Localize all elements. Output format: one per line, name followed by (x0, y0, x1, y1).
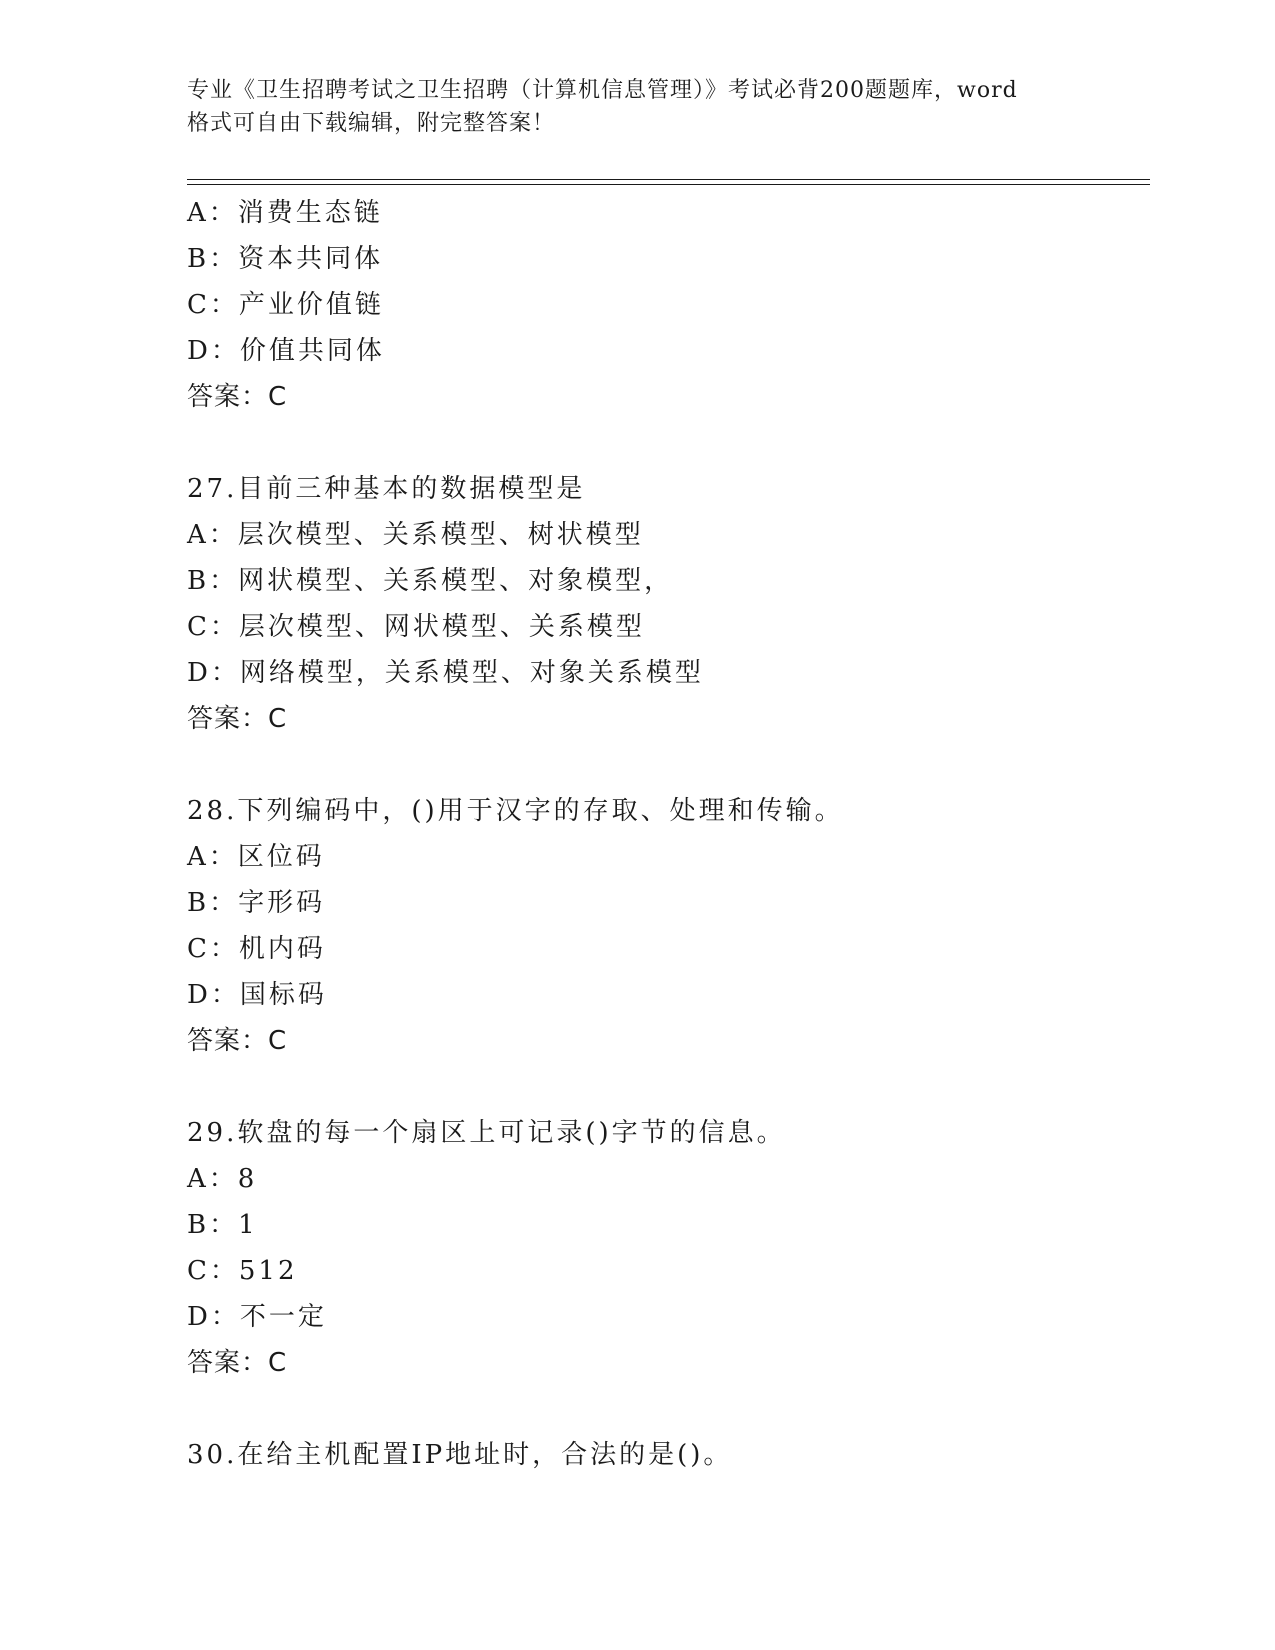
option-c: C：产业价值链 (187, 290, 384, 320)
option-a: A：层次模型、关系模型、树状模型 (187, 520, 644, 550)
option-b: B：网状模型、关系模型、对象模型， (187, 566, 674, 596)
option-b: B：字形码 (187, 888, 326, 918)
option-a: A：消费生态链 (187, 198, 383, 228)
question-30 (187, 1432, 1147, 1478)
answer: 答案：C (187, 1026, 288, 1056)
question-26 (187, 190, 1147, 420)
option-a: A：8 (187, 1164, 258, 1194)
question-stem: 30.在给主机配置IP地址时，合法的是()。 (187, 1440, 733, 1470)
answer: 答案：C (187, 704, 288, 734)
option-c: C：机内码 (187, 934, 326, 964)
document-header (187, 74, 1087, 140)
option-d: D：国标码 (187, 980, 327, 1010)
question-28 (187, 788, 1147, 1064)
question-stem: 27.目前三种基本的数据模型是 (187, 474, 586, 504)
option-d: D：不一定 (187, 1302, 327, 1332)
option-b: B：1 (187, 1210, 258, 1240)
option-a: A：区位码 (187, 842, 325, 872)
header-rule-top (187, 179, 1150, 180)
option-c: C：层次模型、网状模型、关系模型 (187, 612, 645, 642)
answer: 答案：C (187, 1348, 288, 1378)
header-title-line1: 专业《卫生招聘考试之卫生招聘（计算机信息管理）》考试必背200题题库，word (187, 78, 1018, 103)
header-title-line2: 格式可自由下载编辑，附完整答案！ (187, 111, 556, 136)
option-d: D：网络模型，关系模型、对象关系模型 (187, 658, 704, 688)
option-c: C：512 (187, 1256, 298, 1286)
option-d: D：价值共同体 (187, 336, 385, 366)
question-stem: 28.下列编码中，()用于汉字的存取、处理和传输。 (187, 796, 844, 826)
header-rule-bottom (187, 184, 1150, 185)
question-29 (187, 1110, 1147, 1386)
question-list (187, 190, 1147, 1478)
question-27 (187, 466, 1147, 742)
question-stem: 29.软盘的每一个扇区上可记录()字节的信息。 (187, 1118, 786, 1148)
option-b: B：资本共同体 (187, 244, 384, 274)
answer: 答案：C (187, 382, 288, 412)
